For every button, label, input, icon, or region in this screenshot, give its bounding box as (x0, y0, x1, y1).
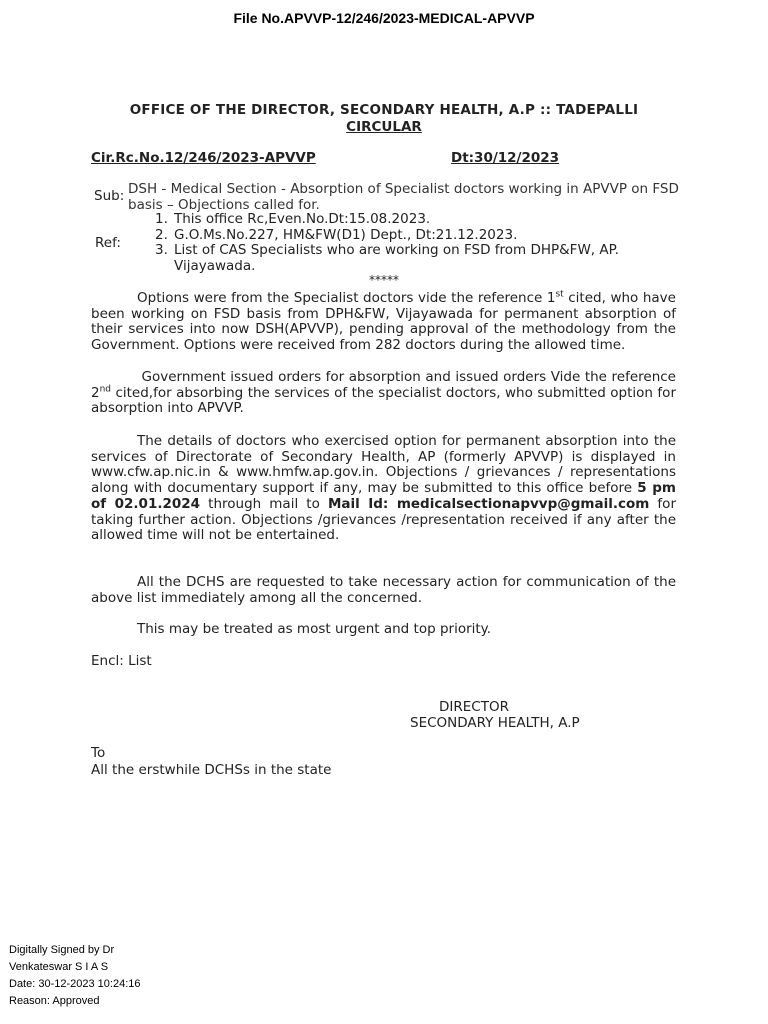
subject-label: Sub: (94, 188, 125, 204)
document-type-heading: CIRCULAR (346, 119, 422, 135)
enclosure: Encl: List (91, 653, 152, 669)
reference-number: 3. (155, 242, 168, 258)
deadline: 5 pm of 02.01.2024 (91, 480, 676, 512)
office-title: OFFICE OF THE DIRECTOR, SECONDARY HEALTH, A.P :: TADEPALLI (129, 102, 639, 118)
reference-item (150, 228, 680, 244)
signatory-department: SECONDARY HEALTH, A.P (410, 715, 580, 731)
reference-item (150, 212, 680, 228)
reference-text: List of CAS Specialists who are working on FSD from DHP&FW, AP. Vijayawada. (174, 242, 619, 274)
section-separator: ***** (369, 273, 399, 287)
paragraph-government-orders: Government issued orders for absorption and issued orders Vide the reference 2nd cited,for absorbing the services of the specialist doctors, who submitted option for absorption into APVVP. (91, 369, 676, 417)
paragraph-priority: This may be treated as most urgent and top priority. (137, 621, 492, 637)
paragraph-objections: The details of doctors who exercised option for permanent absorption into the services of Directorate of Secondary Health, AP (formerly APVVP) is displayed in www.cfw.ap.nic.in & www.hmfw.ap.gov.in. Objections / grievances / representations along with documentary support if any, may be submitted to this office before 5 pm of 02.01.2024 through mail to Mail Id: medicalsectionapvvp@gmail.com for taking further action. Objections /grievances /representation received if any after the allowed time will not be entertained. (91, 433, 676, 544)
subject-text: DSH - Medical Section - Absorption of Specialist doctors working in APVVP on FSD basis – Objections called for. (128, 181, 679, 213)
reference-number: 2. (155, 226, 168, 243)
file-number: File No.APVVP-12/246/2023-MEDICAL-APVVP (233, 10, 535, 26)
signatory-title: DIRECTOR (439, 699, 509, 715)
reference-label: Ref: (95, 235, 121, 251)
circular-date: Dt:30/12/2023 (451, 150, 560, 166)
digital-signature-line: Venkateswar S I A S (9, 961, 109, 973)
recipient-line: All the erstwhile DCHSs in the state (91, 762, 332, 778)
reference-text: G.O.Ms.No.227, HM&FW(D1) Dept., Dt:21.12.2023. (174, 226, 518, 243)
digital-signature-reason: Reason: Approved (9, 995, 100, 1007)
reference-number: 1. (155, 211, 168, 227)
reference-text: This office Rc,Even.No.Dt:15.08.2023. (174, 211, 431, 227)
paragraph-options: Options were from the Specialist doctors vide the reference 1st cited, who have been working on FSD basis from DPH&FW, Vijayawada for permanent absorption of their services into now DSH(APVVP), pending approval of the methodology from the Government. Options were received from 282 doctors during the allowed time. (91, 289, 676, 354)
digital-signature-line: Digitally Signed by Dr (9, 944, 115, 956)
digital-signature-date: Date: 30-12-2023 10:24:16 (9, 978, 141, 990)
paragraph-dchs-request: All the DCHS are requested to take necessary action for communication of the above list immediately among all the concerned. (91, 574, 676, 606)
circular-reference-number: Cir.Rc.No.12/246/2023-APVVP (91, 150, 316, 166)
digital-signature-block (9, 942, 141, 1010)
recipient-to-label: To (91, 745, 106, 761)
mail-id: Mail Id: medicalsectionapvvp@gmail.com (327, 495, 650, 512)
reference-list (150, 212, 680, 274)
reference-item (150, 243, 680, 274)
